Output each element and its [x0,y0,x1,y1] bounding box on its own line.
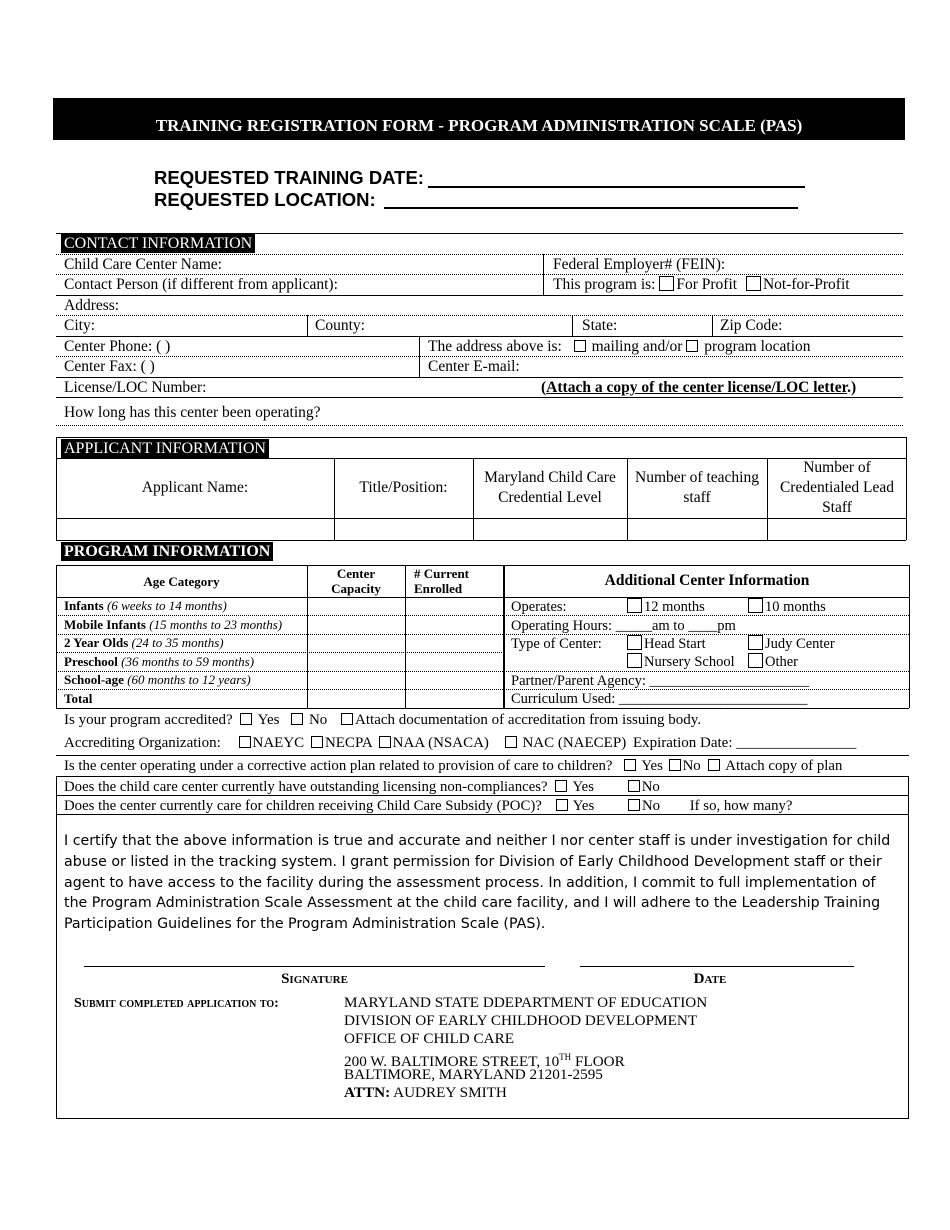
age-row-school-age: School-age (60 months to 12 years) [64,672,251,687]
divider [56,755,909,756]
requested-date-field[interactable] [428,186,805,188]
teaching-staff-input[interactable] [628,519,767,540]
naeyc-checkbox[interactable] [239,736,251,748]
signature-line[interactable] [84,966,545,967]
credential-level-header: Maryland Child Care Credential Level [484,469,616,506]
checkbox-icon [627,598,642,613]
title-position-input[interactable] [335,519,473,540]
divider [56,254,903,255]
accredited-yes-checkbox[interactable] [240,713,252,725]
subsidy-question: Does the center currently care for children receiving Child Care Subsidy (POC)? Yes No If so, how many? [64,798,793,814]
city-field[interactable]: City: [64,317,96,334]
operates-label: Operates: [511,599,567,615]
contact-person-field[interactable]: Contact Person (if different from applicant): [64,276,338,293]
divider [419,336,420,377]
zip-field[interactable]: Zip Code: [720,317,783,334]
divider [906,437,907,540]
age-category-header: Age Category [143,574,220,589]
mailing-checkbox[interactable] [574,340,586,352]
divider [56,1118,909,1119]
address-above-label: The address above is: [428,338,562,355]
checkbox-icon [748,598,763,613]
requested-location-label: REQUESTED LOCATION: [154,189,376,210]
checkbox-icon [748,635,763,650]
program-type-group [553,276,850,294]
for-profit-label: For Profit [676,276,738,293]
fein-field[interactable]: Federal Employer# (FEIN): [553,256,726,273]
not-for-profit-checkbox[interactable] [746,276,761,291]
fax-field[interactable]: Center Fax: ( ) [64,358,155,375]
applicant-name-input[interactable] [57,519,334,540]
curriculum-field[interactable]: Curriculum Used: __________________________ [511,691,808,707]
age-row-total: Total [64,691,93,706]
county-field[interactable]: County: [315,317,365,334]
age-row-mobile-infants: Mobile Infants (15 months to 23 months) [64,617,283,632]
divider [307,565,308,708]
divider [56,425,903,426]
divider [908,776,909,1119]
address-type-group [428,338,811,356]
date-label: Date [693,971,727,987]
divider [56,397,903,398]
noncompliance-no-checkbox[interactable] [628,780,640,792]
submit-address-line: OFFICE OF CHILD CARE [344,1030,515,1047]
divider [405,565,406,708]
operating-duration-field[interactable]: How long has this center been operating? [64,404,321,421]
how-many-field[interactable]: If so, how many? [689,798,793,814]
age-row-2-year-olds: 2 Year Olds (24 to 35 months) [64,635,224,650]
license-field[interactable]: License/LOC Number: [64,379,207,396]
divider [909,565,910,708]
submit-attn-line: ATTN: AUDREY SMITH [344,1084,507,1101]
not-for-profit-label: Not-for-Profit [762,276,850,293]
checkbox-icon [627,653,642,668]
corrective-no-checkbox[interactable] [669,759,681,771]
attach-accreditation-checkbox[interactable] [341,713,353,725]
subsidy-yes-checkbox[interactable] [556,799,568,811]
other-option[interactable]: Other [748,653,798,671]
divider [56,274,903,275]
expiration-date-field[interactable]: Expiration Date: ________________ [632,735,857,751]
operating-hours-field[interactable]: Operating Hours: _____am to ____pm [511,618,736,634]
type-of-center-label: Type of Center: [511,636,602,652]
program-location-label: program location [704,338,811,355]
center-name-field[interactable]: Child Care Center Name: [64,256,222,273]
state-field[interactable]: State: [582,317,618,334]
submit-address-line: DIVISION OF EARLY CHILDHOOD DEVELOPMENT [344,1012,698,1029]
divider [572,315,573,336]
submit-label: Submit completed application to: [74,996,279,1011]
accredited-no-checkbox[interactable] [291,713,303,725]
enrolled-header: # Current Enrolled [414,566,470,596]
divider [56,776,57,1119]
divider [56,315,903,316]
contact-section-title: CONTACT INFORMATION [61,234,255,253]
form-title: TRAINING REGISTRATION FORM - PROGRAM ADMINISTRATION SCALE (PAS) [53,98,905,140]
corrective-action-question: Is the center operating under a corrective action plan related to provision of care to children? Yes No Attach copy of plan [64,758,843,774]
submit-address-line: MARYLAND STATE DDEPARTMENT OF EDUCATION [344,994,708,1011]
checkbox-icon [748,653,763,668]
submit-address-line: 200 W. BALTIMORE STREET, 10TH FLOOR [344,1052,625,1071]
certification-text: I certify that the above information is true and accurate and neither I nor center staff is under investigation for child abuse or listed in the tracking system. I grant permission for Division of Early Childhood Development staff or their agent to have access to the facility during the assessment process. In addition, I commit to full implementation of the Program Administration Scale Assessment at the child care facility, and I will adhere to the Leadership Training Participation Guidelines for the Program Administration Scale (PAS). [64,833,891,933]
divider [56,356,903,357]
non-compliance-question: Does the child care center currently have outstanding licensing non-compliances? Yes No [64,779,660,795]
program-is-label: This program is: [553,276,656,293]
divider [543,254,544,295]
attach-plan-checkbox[interactable] [708,759,720,771]
accrediting-org-row: Accrediting Organization: NAEYC NECPA NAA (NSACA) NAC (NAECEP) Expiration Date: ________________ [64,735,857,751]
divider [56,437,906,438]
operates-10-option[interactable]: 10 months [748,598,826,616]
credentialed-staff-input[interactable] [768,519,906,540]
program-location-checkbox[interactable] [686,340,698,352]
additional-info-header: Additional Center Information [604,572,810,589]
accreditation-question: Is your program accredited? Yes No Attach documentation of accreditation from issuing body. [64,712,702,728]
divider [56,540,906,541]
corrective-yes-checkbox[interactable] [624,759,636,771]
naa-checkbox[interactable] [379,736,391,748]
mailing-label: mailing and/or [591,338,683,355]
age-row-infants: Infants (6 weeks to 14 months) [64,598,227,613]
program-section-title: PROGRAM INFORMATION [61,542,273,561]
address-field[interactable]: Address: [64,297,120,314]
applicant-section-title: APPLICANT INFORMATION [61,439,269,458]
head-start-option[interactable]: Head Start [627,635,706,653]
divider [56,776,909,777]
requested-date-label: REQUESTED TRAINING DATE: [154,167,424,188]
divider [56,336,903,337]
nac-checkbox[interactable] [505,736,517,748]
necpa-checkbox[interactable] [311,736,323,748]
divider [56,708,909,709]
subsidy-no-checkbox[interactable] [628,799,640,811]
noncompliance-yes-checkbox[interactable] [555,780,567,792]
for-profit-checkbox[interactable] [659,276,674,291]
applicant-name-header: Applicant Name: [141,479,249,496]
credential-level-input[interactable] [474,519,627,540]
nursery-school-option[interactable]: Nursery School [627,653,735,671]
attach-license-note: (Attach a copy of the center license/LOC letter.) [541,379,857,396]
teaching-staff-header: Number of teaching staff [635,469,759,506]
phone-field[interactable]: Center Phone: ( ) [64,338,171,355]
capacity-header: Center Capacity [331,566,381,596]
signature-label: Signature [281,971,348,987]
operates-12-option[interactable]: 12 months [627,598,705,616]
divider [56,377,903,378]
date-line[interactable] [580,966,854,967]
partner-agency-field[interactable]: Partner/Parent Agency: ______________________ [511,673,810,689]
title-position-header: Title/Position: [359,479,448,496]
requested-location-field[interactable] [384,207,798,209]
divider [307,315,308,336]
divider [712,315,713,336]
divider [56,295,903,296]
divider [56,652,504,653]
checkbox-icon [627,635,642,650]
judy-center-option[interactable]: Judy Center [748,635,835,653]
credentialed-staff-header: Number of Credentialed Lead Staff [779,459,895,516]
email-field[interactable]: Center E-mail: [428,358,520,375]
submit-address-line: BALTIMORE, MARYLAND 21201-2595 [344,1066,603,1083]
age-row-preschool: Preschool (36 months to 59 months) [64,654,255,669]
